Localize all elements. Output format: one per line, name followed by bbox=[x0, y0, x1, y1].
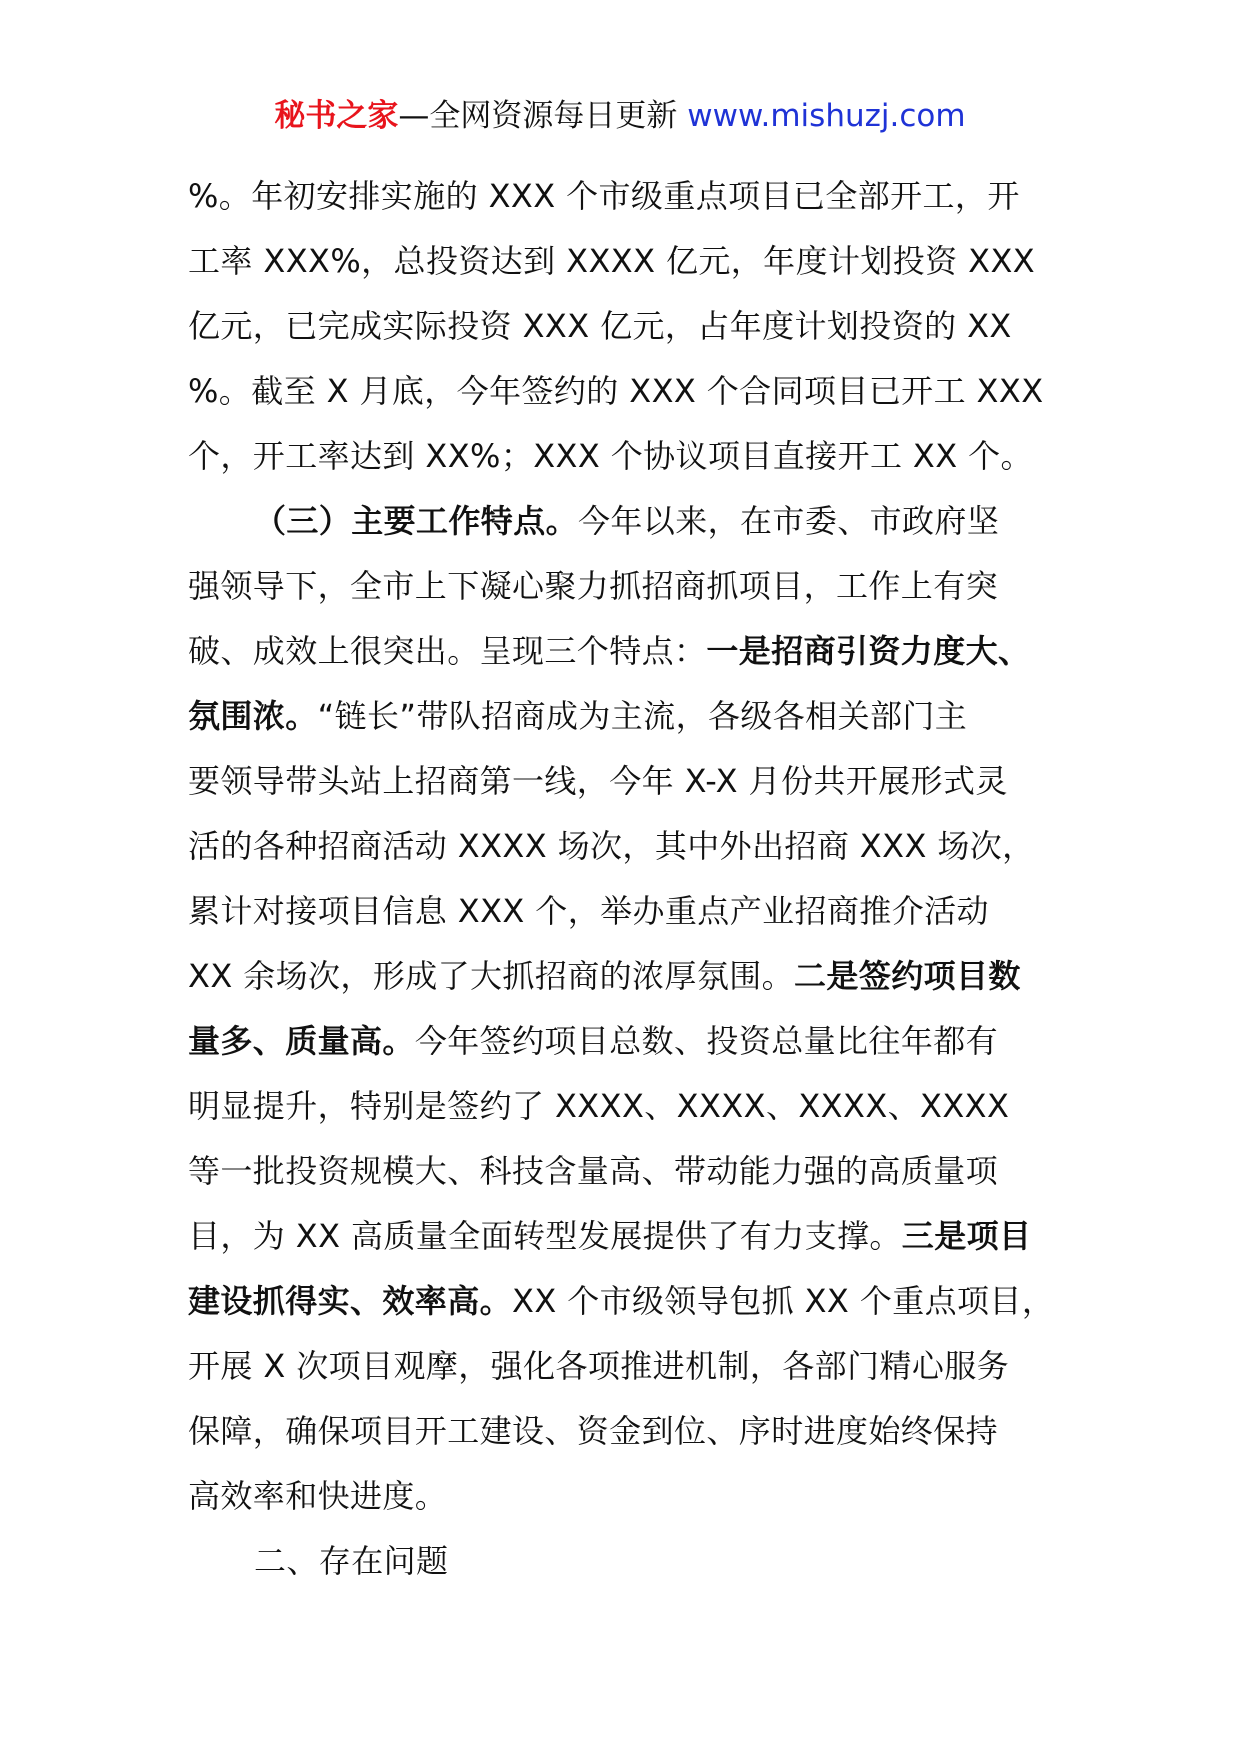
text-line bbox=[188, 944, 1068, 1009]
text-segment: XX 余场次，形成了大抓招商的浓厚氛围。 bbox=[188, 957, 795, 995]
text-line bbox=[188, 879, 1068, 944]
text-line bbox=[188, 1009, 1068, 1074]
text-line bbox=[188, 1074, 1068, 1139]
text-line bbox=[188, 359, 1068, 424]
text-line bbox=[188, 684, 1068, 749]
text-line bbox=[188, 1464, 1068, 1529]
bold-text-segment: 氛围浓。 bbox=[188, 697, 318, 735]
text-segment: “链长”带队招商成为主流，各级各相关部门主 bbox=[317, 697, 968, 735]
text-segment: 累计对接项目信息 XXX 个，举办重点产业招商推介活动 bbox=[188, 892, 989, 930]
header-tagline: —全网资源每日更新 bbox=[398, 98, 688, 134]
text-line bbox=[188, 814, 1068, 879]
text-segment: XX 个市级领导包抓 XX 个重点项目， bbox=[512, 1282, 1055, 1320]
text-segment: 开展 X 次项目观摩，强化各项推进机制，各部门精心服务 bbox=[188, 1347, 1010, 1385]
text-segment: 保障，确保项目开工建设、资金到位、序时进度始终保持 bbox=[188, 1412, 999, 1450]
text-line bbox=[188, 294, 1068, 359]
bold-text-segment: 三是项目 bbox=[901, 1217, 1032, 1255]
text-line bbox=[188, 749, 1068, 814]
site-url-link[interactable]: www.mishuzj.com bbox=[687, 98, 966, 134]
bold-text-segment: 二是签约项目数 bbox=[794, 957, 1021, 995]
text-segment: 破、成效上很突出。呈现三个特点： bbox=[188, 632, 707, 670]
text-line bbox=[188, 619, 1068, 684]
text-line bbox=[188, 1269, 1068, 1334]
bold-text-segment: 建设抓得实、效率高。 bbox=[188, 1282, 513, 1320]
text-segment: %。年初安排实施的 XXX 个市级重点项目已全部开工，开 bbox=[188, 177, 1020, 215]
text-segment: 强领导下，全市上下凝心聚力抓招商抓项目，工作上有突 bbox=[188, 567, 999, 605]
text-line bbox=[188, 1334, 1068, 1399]
text-line bbox=[188, 229, 1068, 294]
text-line bbox=[188, 1529, 1068, 1594]
bold-text-segment: 量多、质量高。 bbox=[188, 1022, 415, 1060]
document-body bbox=[188, 164, 1068, 1594]
text-segment: 明显提升，特别是签约了 XXXX、XXXX、XXXX、XXXX bbox=[188, 1087, 1010, 1125]
bold-text-segment: （三）主要工作特点。 bbox=[254, 502, 579, 540]
text-segment: 高效率和快进度。 bbox=[188, 1477, 448, 1515]
brand-name: 秘书之家 bbox=[274, 98, 399, 134]
text-line bbox=[188, 1399, 1068, 1464]
text-line bbox=[188, 554, 1068, 619]
text-line bbox=[188, 424, 1068, 489]
text-segment: 目，为 XX 高质量全面转型发展提供了有力支撑。 bbox=[188, 1217, 902, 1255]
text-segment: 今年以来，在市委、市政府坚 bbox=[578, 502, 1000, 540]
text-line bbox=[188, 1204, 1068, 1269]
text-segment: 工率 XXX%，总投资达到 XXXX 亿元，年度计划投资 XXX bbox=[188, 242, 1036, 280]
text-segment: 亿元，已完成实际投资 XXX 亿元，占年度计划投资的 XX bbox=[188, 307, 1012, 345]
text-segment: 等一批投资规模大、科技含量高、带动能力强的高质量项 bbox=[188, 1152, 999, 1190]
text-line bbox=[188, 164, 1068, 229]
text-line bbox=[188, 1139, 1068, 1204]
text-segment: %。截至 X 月底，今年签约的 XXX 个合同项目已开工 XXX bbox=[188, 372, 1044, 410]
text-segment: 活的各种招商活动 XXXX 场次，其中外出招商 XXX 场次， bbox=[188, 827, 1035, 865]
text-segment: 要领导带头站上招商第一线，今年 X-X 月份共开展形式灵 bbox=[188, 762, 1008, 800]
text-line bbox=[188, 489, 1068, 554]
site-header bbox=[0, 96, 1240, 136]
bold-text-segment: 一是招商引资力度大、 bbox=[706, 632, 1031, 670]
text-segment: 个，开工率达到 XX%；XXX 个协议项目直接开工 XX 个。 bbox=[188, 437, 1033, 475]
text-segment: 二、存在问题 bbox=[254, 1542, 449, 1580]
text-segment: 今年签约项目总数、投资总量比往年都有 bbox=[414, 1022, 999, 1060]
